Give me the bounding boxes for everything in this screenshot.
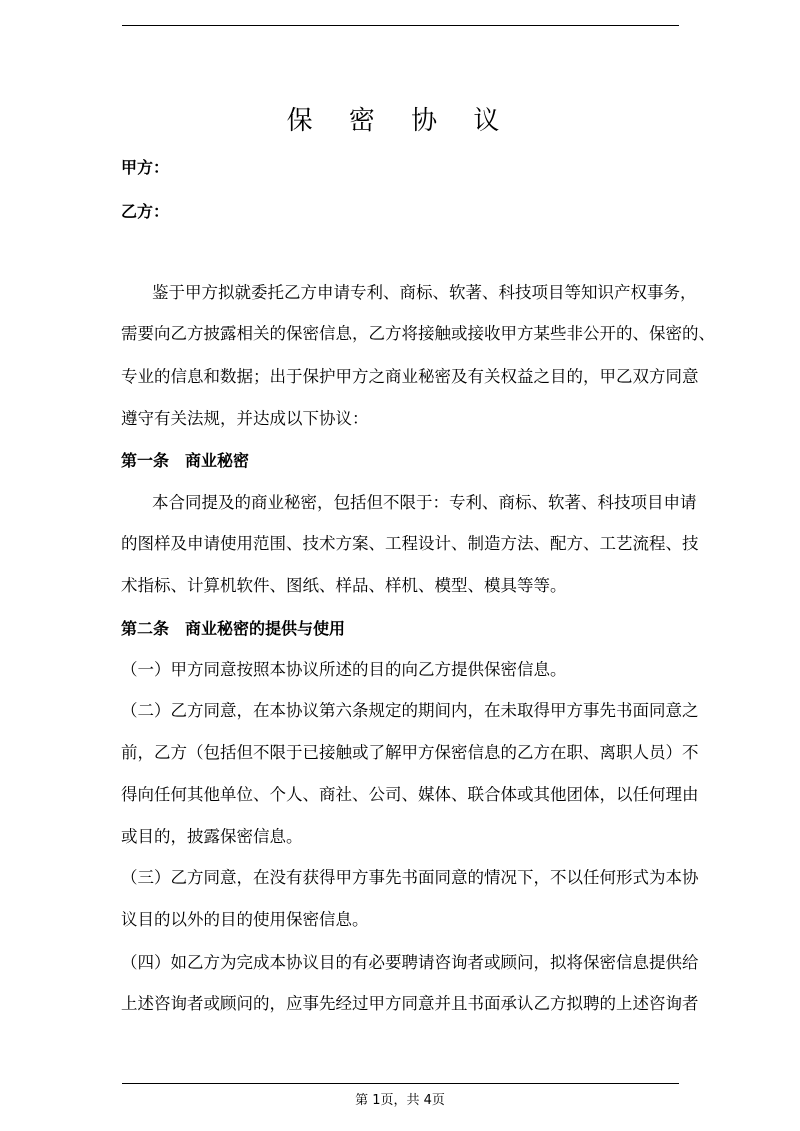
party-b-label: 乙方： [121,202,170,221]
article1-line: 术指标、计算机软件、图纸、样品、样机、模型、模具等等。 [121,576,567,595]
clause3-line: 议目的以外的目的使用保密信息。 [121,910,369,929]
clause2-line: 或目的，披露保密信息。 [121,827,303,846]
article1-line: 本合同提及的商业秘密，包括但不限于：专利、商标、软著、科技项目申请 [152,493,697,512]
clause3-line: （三）乙方同意，在没有获得甲方事先书面同意的情况下，不以任何形式为本协 [121,868,699,887]
clause4-line: 上述咨询者或顾问的，应事先经过甲方同意并且书面承认乙方拟聘的上述咨询者 [121,994,699,1013]
clause2-line: 得向任何其他单位、个人、商社、公司、媒体、联合体或其他团体，以任何理由 [121,785,699,804]
preamble-line: 专业的信息和数据；出于保护甲方之商业秘密及有关权益之目的，甲乙双方同意 [121,367,699,386]
footer-rule [122,1083,679,1084]
page-number: 第 1页，共 4页 [355,1093,445,1108]
article1-heading: 第一条 商业秘密 [121,451,250,470]
party-a-label: 甲方： [121,158,170,177]
article1-line: 的图样及申请使用范围、技术方案、工程设计、制造方法、配方、工艺流程、技 [121,534,699,553]
preamble-line: 鉴于甲方拟就委托乙方申请专利、商标、软著、科技项目等知识产权事务， [152,283,697,302]
article2-heading: 第二条 商业秘密的提供与使用 [121,619,346,638]
preamble-line: 遵守有关法规，并达成以下协议： [121,409,369,428]
clause2-line: 前，乙方（包括但不限于已接触或了解甲方保密信息的乙方在职、离职人员）不 [121,743,699,762]
clause1-line: （一）甲方同意按照本协议所述的目的向乙方提供保密信息。 [121,660,567,679]
clause4-line: （四）如乙方为完成本协议目的有必要聘请咨询者或顾问，拟将保密信息提供给 [121,953,699,972]
document-title: 保 密 协 议 [286,106,514,136]
header-rule [122,25,679,26]
clause2-line: （二）乙方同意，在本协议第六条规定的期间内，在未取得甲方事先书面同意之 [121,701,699,720]
preamble-line: 需要向乙方披露相关的保密信息，乙方将接触或接收甲方某些非公开的、保密的、 [121,324,715,343]
